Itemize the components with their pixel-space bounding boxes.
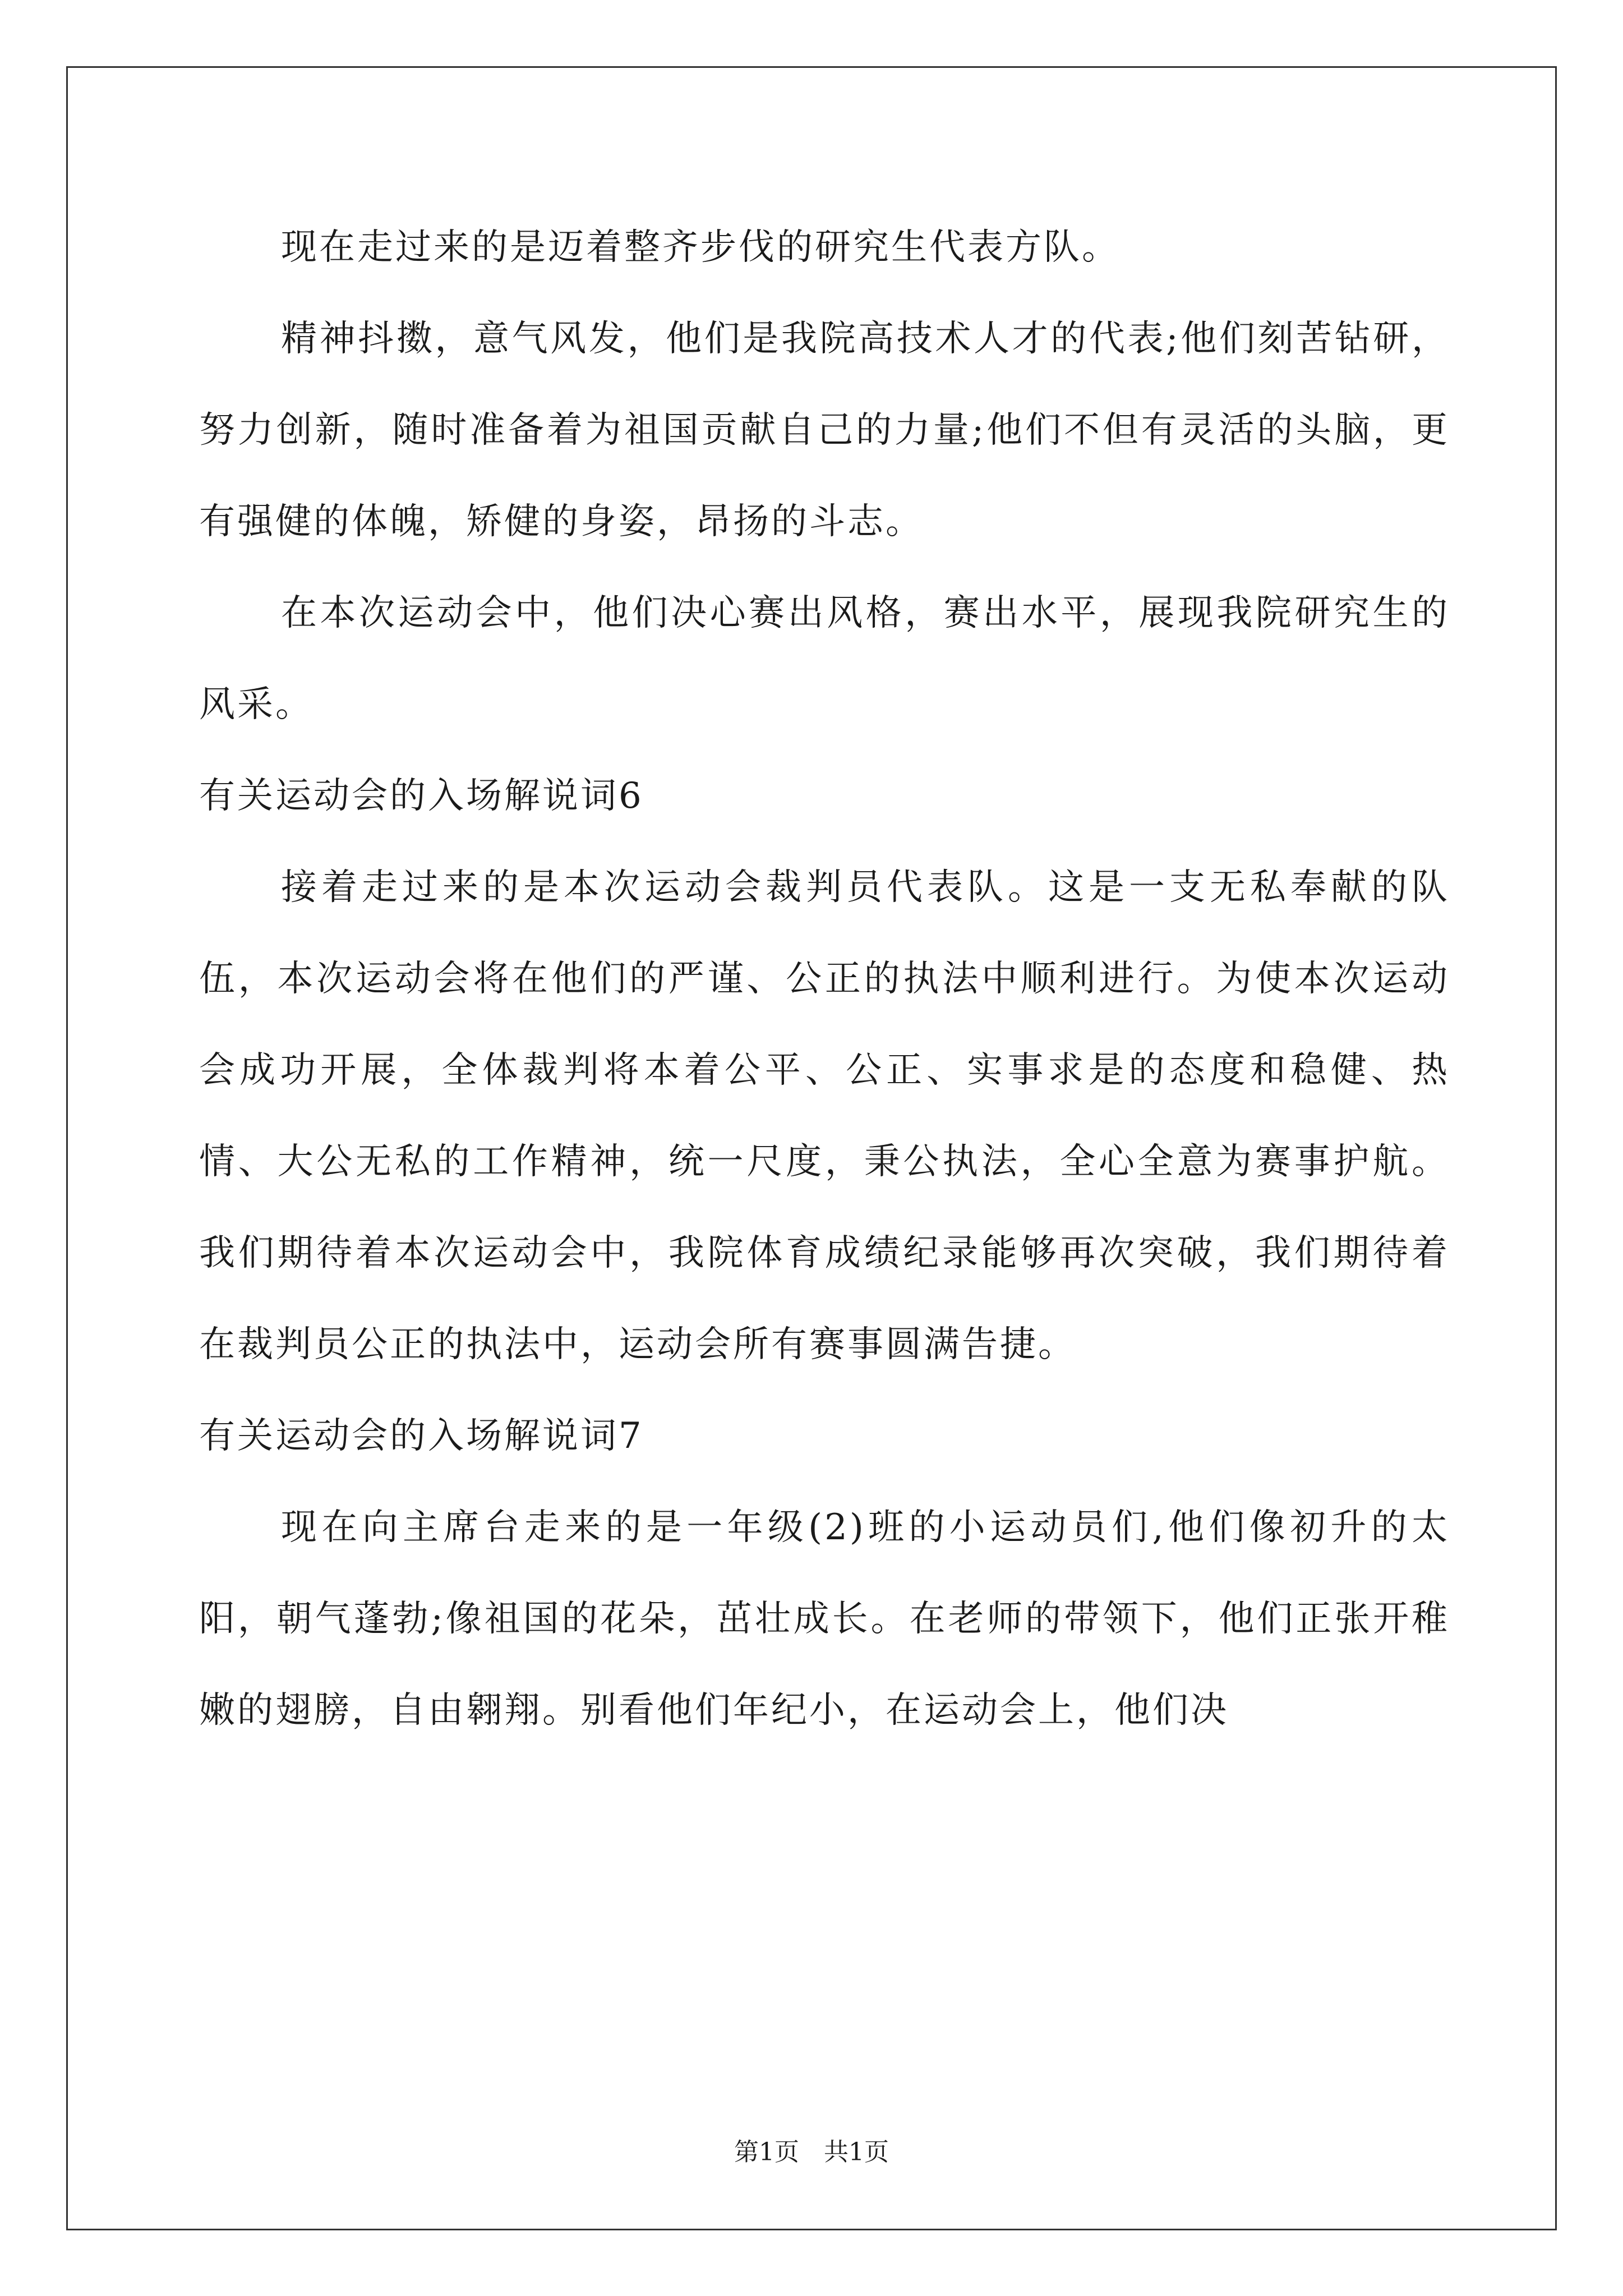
section-heading-6: 有关运动会的入场解说词6	[199, 775, 644, 817]
page-footer	[0, 2132, 1623, 2168]
paragraph-grade-one-class: 现在向主席台走来的是一年级(2)班的小运动员们,他们像初升的太阳，朝气蓬勃;像祖国的花朵，茁壮成长。在老师的带领下，他们正张开稚嫩的翅膀，自由翱翔。别看他们年纪小，在运动会上，他们决	[199, 1507, 1450, 1731]
paragraph-referee-team: 接着走过来的是本次运动会裁判员代表队。这是一支无私奉献的队伍，本次运动会将在他们的严谨、公正的执法中顺利进行。为使本次运动会成功开展，全体裁判将本着公平、公正、实事求是的态度和稳健、热情、大公无私的工作精神，统一尺度，秉公执法，全心全意为赛事护航。我们期待着本次运动会中，我院体育成绩纪录能够再次突破，我们期待着在裁判员公正的执法中，运动会所有赛事圆满告捷。	[199, 867, 1450, 1365]
section-heading-7: 有关运动会的入场解说词7	[199, 1415, 644, 1457]
page-total-label: 共1页	[824, 2138, 889, 2166]
paragraph-grad-team-spirit: 精神抖擞，意气风发，他们是我院高技术人才的代表;他们刻苦钻研，努力创新，随时准备着为祖国贡献自己的力量;他们不但有灵活的头脑，更有强健的体魄，矫健的身姿，昂扬的斗志。	[199, 318, 1450, 542]
paragraph-grad-team-goal: 在本次运动会中，他们决心赛出风格，赛出水平，展现我院研究生的风采。	[199, 592, 1450, 725]
document-body	[199, 202, 1450, 1756]
page-number-label: 第1页	[734, 2138, 799, 2166]
paragraph-grad-team-intro: 现在走过来的是迈着整齐步伐的研究生代表方队。	[281, 227, 1120, 268]
